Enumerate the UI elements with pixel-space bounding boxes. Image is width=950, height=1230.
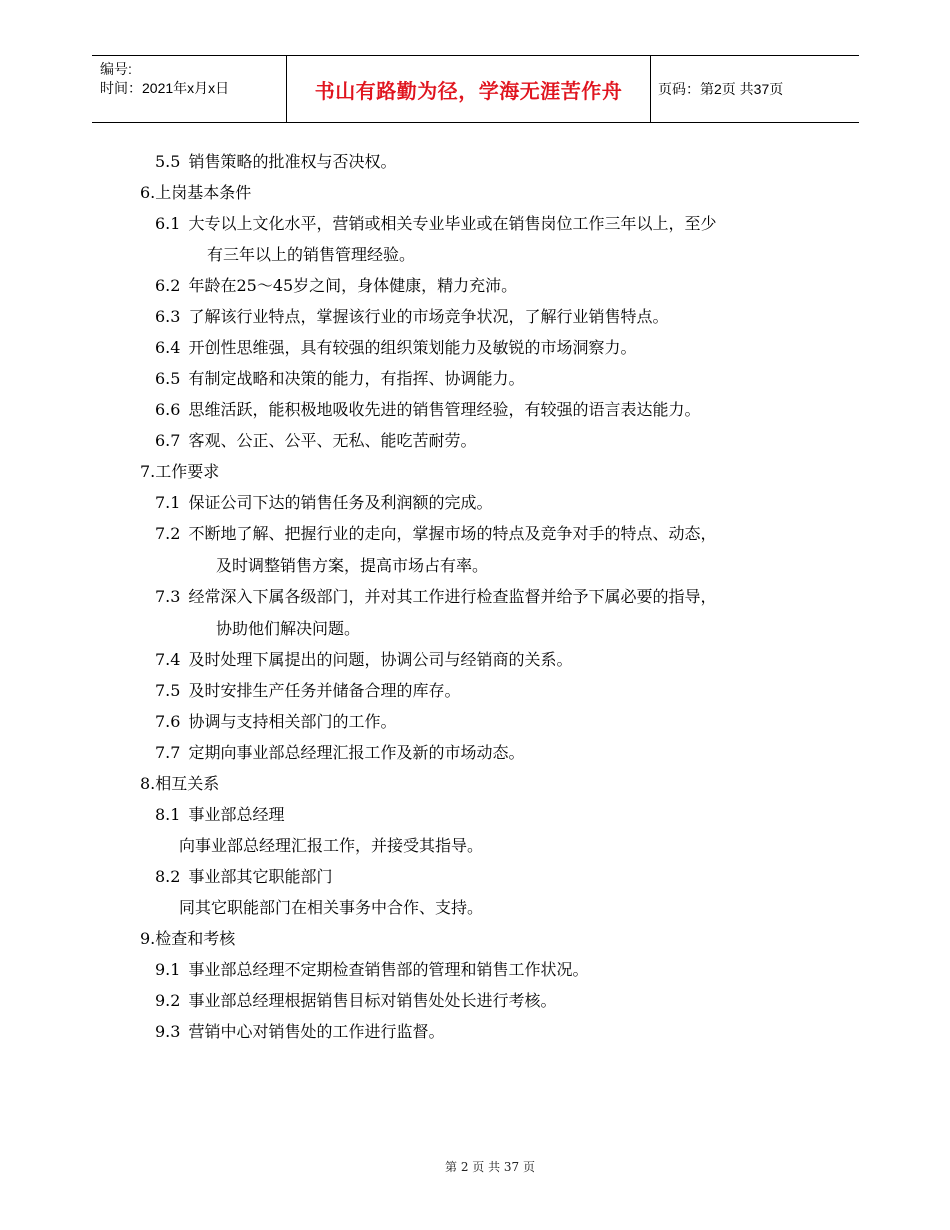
item-text: 定期向事业部总经理汇报工作及新的市场动态。	[188, 743, 525, 762]
item-text: 客观、公正、公平、无私、能吃苦耐劳。	[188, 431, 477, 450]
item-number: 6.4	[155, 338, 181, 357]
section-number: 8.	[140, 774, 156, 793]
section-heading	[140, 183, 251, 203]
item-number: 6.7	[155, 431, 181, 450]
item-number: 5.5	[155, 152, 181, 171]
page-footer: 第 2 页 共 37 页	[445, 1160, 535, 1174]
section-title: 工作要求	[155, 462, 220, 481]
list-item	[155, 307, 668, 327]
item-number: 9.3	[155, 1022, 181, 1041]
document-number-label: 编号:	[100, 61, 132, 77]
item-text: 有制定战略和决策的能力，有指挥、协调能力。	[188, 369, 525, 388]
list-item	[155, 1022, 444, 1042]
item-text: 保证公司下达的销售任务及利润额的完成。	[188, 493, 493, 512]
item-text: 经常深入下属各级部门，并对其工作进行检查监督并给予下属必要的指导，	[188, 587, 717, 606]
list-item	[155, 276, 517, 296]
section-heading	[140, 929, 235, 949]
header-motto: 书山有路勤为径，学海无涯苦作舟	[314, 78, 623, 103]
paragraph-text: 向事业部总经理汇报工作，并接受其指导。	[179, 836, 484, 855]
list-item	[155, 400, 700, 420]
paragraph-text: 同其它职能部门在相关事务中合作、支持。	[179, 898, 484, 917]
list-item	[155, 338, 636, 358]
list-item	[155, 524, 716, 544]
item-number: 7.6	[155, 712, 181, 731]
list-item	[155, 152, 396, 172]
list-item	[155, 960, 588, 980]
list-item	[155, 587, 716, 607]
item-number: 7.4	[155, 650, 181, 669]
item-text: 营销中心对销售处的工作进行监督。	[188, 1022, 445, 1041]
document-time-label: 时间：2021年x月x日	[100, 80, 230, 96]
list-item	[155, 743, 524, 763]
item-text: 及时处理下属提出的问题，协调公司与经销商的关系。	[188, 650, 573, 669]
section-title: 上岗基本条件	[155, 183, 252, 202]
item-number: 7.5	[155, 681, 181, 700]
item-text: 年龄在25～45岁之间，身体健康，精力充沛。	[188, 276, 518, 295]
item-number: 7.2	[155, 524, 181, 543]
item-number: 9.2	[155, 991, 181, 1010]
item-text: 事业部总经理不定期检查销售部的管理和销售工作状况。	[188, 960, 589, 979]
item-number: 7.7	[155, 743, 181, 762]
header-page-info: 页码：第2页 共37页	[658, 81, 784, 97]
item-text: 不断地了解、把握行业的走向，掌握市场的特点及竞争对手的特点、动态，	[188, 524, 717, 543]
section-title: 相互关系	[155, 774, 220, 793]
item-number: 6.6	[155, 400, 181, 419]
item-text: 事业部总经理根据销售目标对销售处处长进行考核。	[188, 991, 557, 1010]
list-item	[155, 214, 716, 234]
item-number: 6.3	[155, 307, 181, 326]
list-item	[155, 369, 524, 389]
item-number: 6.2	[155, 276, 181, 295]
section-number: 9.	[140, 929, 156, 948]
item-text: 开创性思维强，具有较强的组织策划能力及敏锐的市场洞察力。	[188, 338, 637, 357]
item-number: 7.1	[155, 493, 181, 512]
item-number: 6.5	[155, 369, 181, 388]
item-text: 事业部其它职能部门	[188, 867, 333, 886]
section-number: 6.	[140, 183, 156, 202]
section-title: 检查和考核	[155, 929, 236, 948]
item-text: 思维活跃，能积极地吸收先进的销售管理经验，有较强的语言表达能力。	[188, 400, 701, 419]
list-item-continuation: 及时调整销售方案，提高市场占有率。	[216, 556, 489, 575]
header-meta	[100, 56, 290, 122]
list-item	[155, 867, 332, 887]
list-item	[155, 650, 572, 670]
document-header	[92, 55, 859, 123]
item-number: 7.3	[155, 587, 181, 606]
section-heading	[140, 462, 219, 482]
list-item-continuation: 有三年以上的销售管理经验。	[207, 245, 416, 264]
item-text: 了解该行业特点，掌握该行业的市场竞争状况，了解行业销售特点。	[188, 307, 669, 326]
item-text: 协调与支持相关部门的工作。	[188, 712, 397, 731]
list-item	[155, 681, 460, 701]
list-item	[155, 712, 396, 732]
header-divider	[650, 56, 651, 122]
list-item	[155, 991, 556, 1011]
item-text: 销售策略的批准权与否决权。	[188, 152, 397, 171]
section-number: 7.	[140, 462, 156, 481]
item-text: 及时安排生产任务并储备合理的库存。	[188, 681, 461, 700]
list-item	[155, 431, 476, 451]
item-number: 8.1	[155, 805, 181, 824]
item-number: 8.2	[155, 867, 181, 886]
section-heading	[140, 774, 219, 794]
item-number: 9.1	[155, 960, 181, 979]
item-number: 6.1	[155, 214, 181, 233]
item-text: 大专以上文化水平，营销或相关专业毕业或在销售岗位工作三年以上，至少	[188, 214, 717, 233]
list-item-continuation: 协助他们解决问题。	[216, 619, 361, 638]
list-item	[155, 805, 284, 825]
item-text: 事业部总经理	[188, 805, 285, 824]
list-item	[155, 493, 492, 513]
